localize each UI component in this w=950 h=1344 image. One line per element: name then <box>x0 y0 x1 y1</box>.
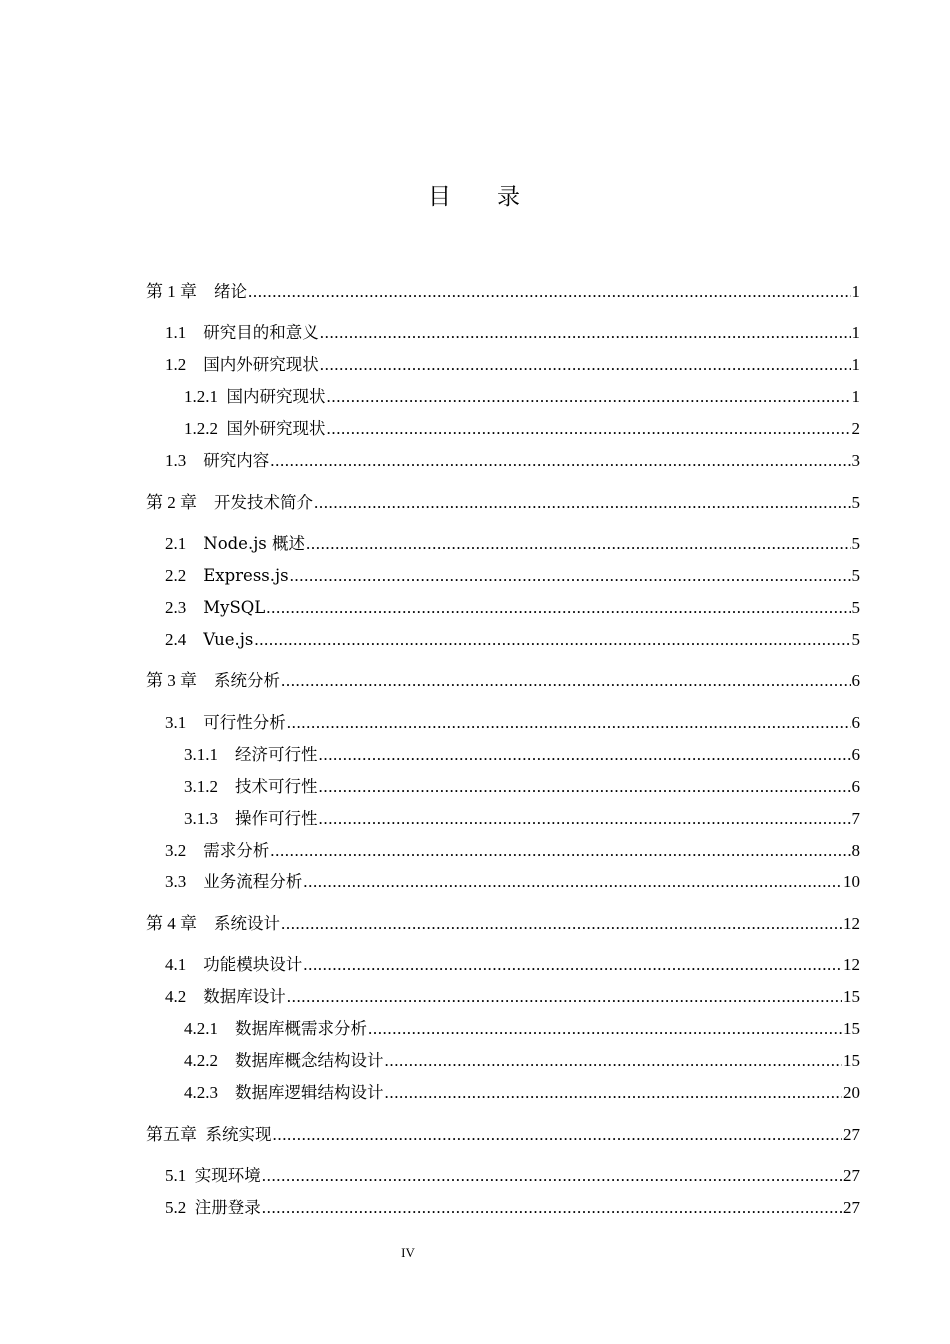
toc-entry-title: MySQL <box>203 598 266 617</box>
toc-entry-number: 第五章 <box>146 1125 206 1144</box>
toc-entry-number: 4.2.1 <box>184 1019 235 1038</box>
toc-dot-leader <box>303 870 842 894</box>
toc-entry-number: 2.2 <box>165 566 204 585</box>
toc-entry-page: 5 <box>851 598 860 617</box>
title-right-char: 录 <box>497 184 522 210</box>
toc-entry-page: 6 <box>851 745 860 764</box>
toc-entry-title: 数据库设计 <box>203 987 286 1006</box>
toc-entry-number: 3.3 <box>165 872 204 891</box>
toc-entry-page: 5 <box>851 630 860 649</box>
toc-entry-title: 国外研究现状 <box>226 419 326 438</box>
toc-entry-number: 2.3 <box>165 598 204 617</box>
toc-entry-page: 1 <box>851 387 860 406</box>
toc-dot-leader <box>319 807 851 831</box>
toc-dot-leader <box>303 953 842 977</box>
toc-entry-title: 注册登录 <box>194 1198 261 1217</box>
toc-dot-leader <box>262 1196 842 1220</box>
toc-entry[interactable] <box>0 321 950 345</box>
toc-entry[interactable] <box>0 953 950 977</box>
toc-entry-number: 1.1 <box>165 323 204 342</box>
toc-entry-number: 5.1 <box>165 1166 195 1185</box>
toc-entry-page: 2 <box>851 419 860 438</box>
toc-entry[interactable] <box>0 807 950 831</box>
toc-entry[interactable] <box>0 912 950 936</box>
toc-entry-title: 数据库概需求分析 <box>235 1019 367 1038</box>
toc-entry[interactable] <box>0 564 950 588</box>
toc-dot-leader <box>368 1017 842 1041</box>
toc-entry[interactable] <box>0 775 950 799</box>
toc-entry-page: 20 <box>843 1083 860 1102</box>
toc-entry-number: 第 2 章 <box>146 493 214 512</box>
toc-entry[interactable] <box>0 628 950 652</box>
toc-entry-number: 3.1.2 <box>184 777 235 796</box>
toc-dot-leader <box>248 280 851 304</box>
toc-dot-leader <box>385 1049 843 1073</box>
toc-dot-leader <box>327 385 851 409</box>
toc-entry-title: 研究目的和意义 <box>203 323 319 342</box>
toc-entry-title: Express.js <box>203 566 289 585</box>
toc-dot-leader <box>281 912 842 936</box>
toc-entry[interactable] <box>0 385 950 409</box>
toc-entry-page: 15 <box>843 1019 860 1038</box>
toc-entry-number: 3.1.1 <box>184 745 235 764</box>
toc-entry-page: 15 <box>843 1051 860 1070</box>
toc-entry-page: 15 <box>843 987 860 1006</box>
toc-entry[interactable] <box>0 985 950 1009</box>
toc-entry-number: 第 4 章 <box>146 914 214 933</box>
toc-dot-leader <box>306 532 850 556</box>
toc-entry-page: 5 <box>851 493 860 512</box>
toc-entry[interactable] <box>0 1196 950 1220</box>
toc-entry[interactable] <box>0 1164 950 1188</box>
toc-entry-title: 数据库概念结构设计 <box>235 1051 384 1070</box>
toc-entry[interactable] <box>0 711 950 735</box>
toc-entry-number: 3.2 <box>165 841 204 860</box>
toc-dot-leader <box>320 321 851 345</box>
toc-entry-number: 1.2.2 <box>184 419 227 438</box>
toc-entry-title: 系统实现 <box>205 1125 272 1144</box>
toc-dot-leader <box>273 1123 843 1147</box>
toc-entry[interactable] <box>0 1017 950 1041</box>
toc-entry-number: 3.1 <box>165 713 204 732</box>
toc-entry-number: 第 1 章 <box>146 282 214 301</box>
toc-entry-number: 4.1 <box>165 955 204 974</box>
toc-entry[interactable] <box>0 839 950 863</box>
toc-entry-title: 可行性分析 <box>203 713 286 732</box>
toc-entry-title: 数据库逻辑结构设计 <box>235 1083 384 1102</box>
toc-entry-page: 8 <box>851 841 860 860</box>
toc-entry-page: 6 <box>851 713 860 732</box>
toc-entry-page: 7 <box>851 809 860 828</box>
toc-entry-page: 6 <box>851 777 860 796</box>
toc-entry-title: 系统分析 <box>214 671 280 690</box>
page-title <box>0 178 950 211</box>
toc-dot-leader <box>290 564 851 588</box>
toc-entry[interactable] <box>0 353 950 377</box>
toc-entry-number: 4.2.2 <box>184 1051 235 1070</box>
toc-entry-page: 27 <box>843 1166 860 1185</box>
toc-entry[interactable] <box>0 280 950 304</box>
toc-dot-leader <box>270 839 850 863</box>
toc-entry-title: 操作可行性 <box>235 809 318 828</box>
toc-dot-leader <box>287 711 851 735</box>
toc-entry-title: 功能模块设计 <box>203 955 303 974</box>
toc-entry-title: 实现环境 <box>194 1166 261 1185</box>
toc-entry-title: 研究内容 <box>203 451 270 470</box>
toc-entry-page: 27 <box>843 1125 860 1144</box>
toc-dot-leader <box>319 775 851 799</box>
toc-entry[interactable] <box>0 669 950 693</box>
toc-dot-leader <box>266 596 850 620</box>
toc-entry[interactable] <box>0 449 950 473</box>
toc-entry-number: 第 3 章 <box>146 671 214 690</box>
toc-dot-leader <box>320 353 851 377</box>
toc-entry-title: 技术可行性 <box>235 777 318 796</box>
toc-entry[interactable] <box>0 1123 950 1147</box>
toc-dot-leader <box>281 669 851 693</box>
toc-entry-page: 12 <box>843 914 860 933</box>
toc-entry-number: 1.2.1 <box>184 387 227 406</box>
toc-entry-number: 4.2.3 <box>184 1083 235 1102</box>
toc-entry-page: 1 <box>851 282 860 301</box>
toc-entry-title: 绪论 <box>214 282 247 301</box>
toc-entry-title: 经济可行性 <box>235 745 318 764</box>
toc-entry-number: 1.3 <box>165 451 204 470</box>
toc-entry-number: 1.2 <box>165 355 204 374</box>
toc-dot-leader <box>262 1164 842 1188</box>
title-left-char: 目 <box>428 184 453 210</box>
toc-entry-title: 系统设计 <box>214 914 280 933</box>
toc-entry[interactable] <box>0 532 950 556</box>
toc-entry-title: 需求分析 <box>203 841 270 860</box>
toc-entry[interactable] <box>0 870 950 894</box>
toc-entry-title: Vue.js <box>203 630 254 649</box>
toc-entry-title: Node.js 概述 <box>203 534 306 553</box>
toc-entry-title: 业务流程分析 <box>203 872 303 891</box>
toc-entry-page: 27 <box>843 1198 860 1217</box>
toc-entry-number: 4.2 <box>165 987 204 1006</box>
toc-entry-page: 1 <box>851 323 860 342</box>
toc-entry-number: 5.2 <box>165 1198 195 1217</box>
toc-entry-title: 国内研究现状 <box>226 387 326 406</box>
toc-entry-number: 2.1 <box>165 534 204 553</box>
toc-entry-page: 12 <box>843 955 860 974</box>
toc-entry-page: 1 <box>851 355 860 374</box>
toc-dot-leader <box>327 417 851 441</box>
toc-entry[interactable] <box>0 491 950 515</box>
toc-dot-leader <box>287 985 842 1009</box>
toc-dot-leader <box>319 743 851 767</box>
toc-entry-number: 2.4 <box>165 630 204 649</box>
toc-entry-title: 国内外研究现状 <box>203 355 319 374</box>
toc-entry-page: 5 <box>851 534 860 553</box>
toc-entry-number: 3.1.3 <box>184 809 235 828</box>
toc-dot-leader <box>254 628 850 652</box>
toc-entry-page: 6 <box>851 671 860 690</box>
toc-entry-title: 开发技术简介 <box>214 493 313 512</box>
toc-entry-page: 5 <box>851 566 860 585</box>
toc-dot-leader <box>314 491 851 515</box>
toc-dot-leader <box>385 1081 843 1105</box>
footer-page-number: IV <box>401 1245 415 1260</box>
toc-entry[interactable] <box>0 1081 950 1105</box>
toc-entry[interactable] <box>0 1049 950 1073</box>
toc-entry[interactable] <box>0 596 950 620</box>
toc-dot-leader <box>270 449 850 473</box>
toc-entry[interactable] <box>0 743 950 767</box>
toc-entry-page: 3 <box>851 451 860 470</box>
toc-entry-page: 10 <box>843 872 860 891</box>
toc-entry[interactable] <box>0 417 950 441</box>
